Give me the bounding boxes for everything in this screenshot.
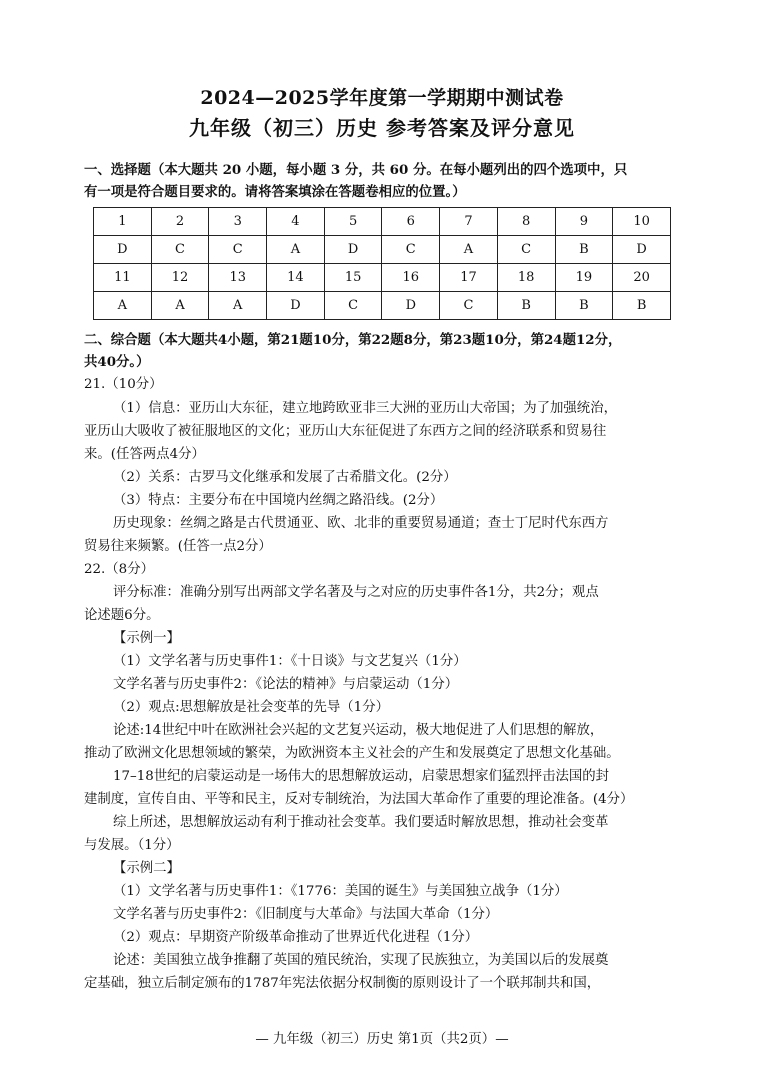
q22-heading: 22.（8分）	[84, 562, 154, 577]
answer-cell: B	[613, 292, 671, 320]
answer-cell: C	[497, 236, 555, 264]
answer-table	[93, 207, 671, 320]
page-subtitle: 九年级（初三）历史 参考答案及评分意见	[189, 116, 575, 140]
answer-cell: C	[440, 292, 498, 320]
q22-example2-argument-line1: 论述：美国独立战争推翻了英国的殖民统治，实现了民族独立，为美国以后的发展奠	[113, 953, 609, 968]
section1-heading-line2: 有一项是符合题目要求的。请将答案填涂在答题卷相应的位置。）	[84, 184, 466, 200]
q22-example2-viewpoint: （2）观点：早期资产阶级革命推动了世界近代化进程（1分）	[113, 930, 479, 945]
q22-example1-item1: （1）文学名著与历史事件1：《十日谈》与文艺复兴（1分）	[113, 654, 467, 669]
question-number-cell: 18	[497, 264, 555, 292]
question-number-cell: 17	[440, 264, 498, 292]
question-number-cell: 8	[497, 208, 555, 236]
q22-standard-line2: 论述题6分。	[84, 608, 160, 623]
q22-example1-viewpoint: （2）观点:思想解放是社会变革的先导（1分）	[113, 700, 389, 715]
q22-standard-line1: 评分标准：准确分别写出两部文学名著及与之对应的历史事件各1分，共2分；观点	[113, 585, 599, 600]
answer-cell: D	[324, 236, 382, 264]
section1-heading-line1: 一、选择题（本大题共 20 小题，每小题 3 分，共 60 分。在每小题列出的四个选项中，只	[84, 162, 628, 178]
q22-example2-argument-line2: 定基础，独立后制定颁布的1787年宪法依据分权制衡的原则设计了一个联邦制共和国，	[84, 976, 601, 991]
question-number-cell: 10	[613, 208, 671, 236]
q21-part1-line3: 来。(任答两点4分）	[84, 447, 205, 462]
answer-cell: B	[555, 236, 613, 264]
question-number-cell: 2	[151, 208, 209, 236]
question-number-cell: 11	[94, 264, 152, 292]
answer-cell: D	[382, 292, 440, 320]
question-number-cell: 4	[267, 208, 325, 236]
answer-cell: B	[555, 292, 613, 320]
question-number-cell: 20	[613, 264, 671, 292]
q21-part1-line1: （1）信息：亚历山大东征，建立地跨欧亚非三大洲的亚历山大帝国；为了加强统治，	[113, 401, 617, 416]
answer-cell: D	[613, 236, 671, 264]
question-number-cell: 5	[324, 208, 382, 236]
q21-heading: 21.（10分）	[84, 377, 163, 392]
answer-cell: A	[267, 236, 325, 264]
question-number-cell: 3	[209, 208, 267, 236]
answer-row	[94, 292, 671, 320]
answer-cell: A	[151, 292, 209, 320]
answer-row	[94, 236, 671, 264]
q22-example1-conclusion-line2: 与发展。（1分）	[84, 838, 180, 853]
q22-example1-conclusion-line1: 综上所述，思想解放运动有利于推动社会变革。我们要适时解放思想，推动社会变革	[113, 815, 609, 830]
question-number-cell: 1	[94, 208, 152, 236]
page-title: 2024—2025学年度第一学期期中测试卷	[200, 87, 564, 109]
answer-cell: A	[209, 292, 267, 320]
q22-example1-item2: 文学名著与历史事件2：《论法的精神》与启蒙运动（1分）	[113, 677, 459, 692]
q21-part4-line1: 历史现象：丝绸之路是古代贯通亚、欧、北非的重要贸易通道；查士丁尼时代东西方	[113, 516, 609, 531]
q22-example1-argument-line4: 建制度，宣传自由、平等和民主，反对专制统治，为法国大革命作了重要的理论准备。(4分）	[84, 792, 634, 807]
q22-example1-title: 【示例一】	[113, 631, 180, 646]
question-number-cell: 15	[324, 264, 382, 292]
answer-cell: C	[324, 292, 382, 320]
question-number-cell: 9	[555, 208, 613, 236]
page-footer: — 九年级（初三）历史 第1页（共2页）—	[255, 1032, 509, 1047]
question-number-cell: 7	[440, 208, 498, 236]
q21-part4-line2: 贸易往来频繁。(任答一点2分）	[84, 539, 272, 554]
q21-part2: （2）关系：古罗马文化继承和发展了古希腊文化。(2分）	[113, 470, 457, 485]
question-number-row	[94, 208, 671, 236]
q22-example1-argument-line1: 论述:14世纪中叶在欧洲社会兴起的文艺复兴运动，极大地促进了人们思想的解放，	[113, 723, 604, 738]
answer-cell: A	[440, 236, 498, 264]
q22-example2-title: 【示例二】	[113, 861, 180, 876]
answer-cell: C	[209, 236, 267, 264]
answer-cell: D	[94, 236, 152, 264]
answer-cell: A	[94, 292, 152, 320]
q22-example2-item2: 文学名著与历史事件2：《旧制度与大革命》与法国大革命（1分）	[113, 907, 499, 922]
question-number-cell: 13	[209, 264, 267, 292]
q21-part1-line2: 亚历山大吸收了被征服地区的文化；亚历山大东征促进了东西方之间的经济联系和贸易往	[84, 424, 607, 439]
answer-cell: B	[497, 292, 555, 320]
question-number-cell: 12	[151, 264, 209, 292]
section2-heading-line2: 共40分。）	[84, 354, 150, 370]
question-number-cell: 6	[382, 208, 440, 236]
q22-example1-argument-line2: 推动了欧洲文化思想领域的繁荣，为欧洲资本主义社会的产生和发展奠定了思想文化基础。	[84, 746, 620, 761]
answer-cell: D	[267, 292, 325, 320]
q21-part3: （3）特点：主要分布在中国境内丝绸之路沿线。(2分）	[113, 493, 444, 508]
section2-heading-line1: 二、综合题（本大题共4小题，第21题10分，第22题8分，第23题10分，第24题12分，	[84, 332, 622, 348]
q22-example2-item1: （1）文学名著与历史事件1：《1776：美国的诞生》与美国独立战争（1分）	[113, 884, 568, 899]
question-number-cell: 14	[267, 264, 325, 292]
question-number-row	[94, 264, 671, 292]
answer-cell: C	[151, 236, 209, 264]
answer-cell: C	[382, 236, 440, 264]
question-number-cell: 19	[555, 264, 613, 292]
question-number-cell: 16	[382, 264, 440, 292]
q22-example1-argument-line3: 17–18世纪的启蒙运动是一场伟大的思想解放运动，启蒙思想家们猛烈抨击法国的封	[113, 769, 610, 784]
